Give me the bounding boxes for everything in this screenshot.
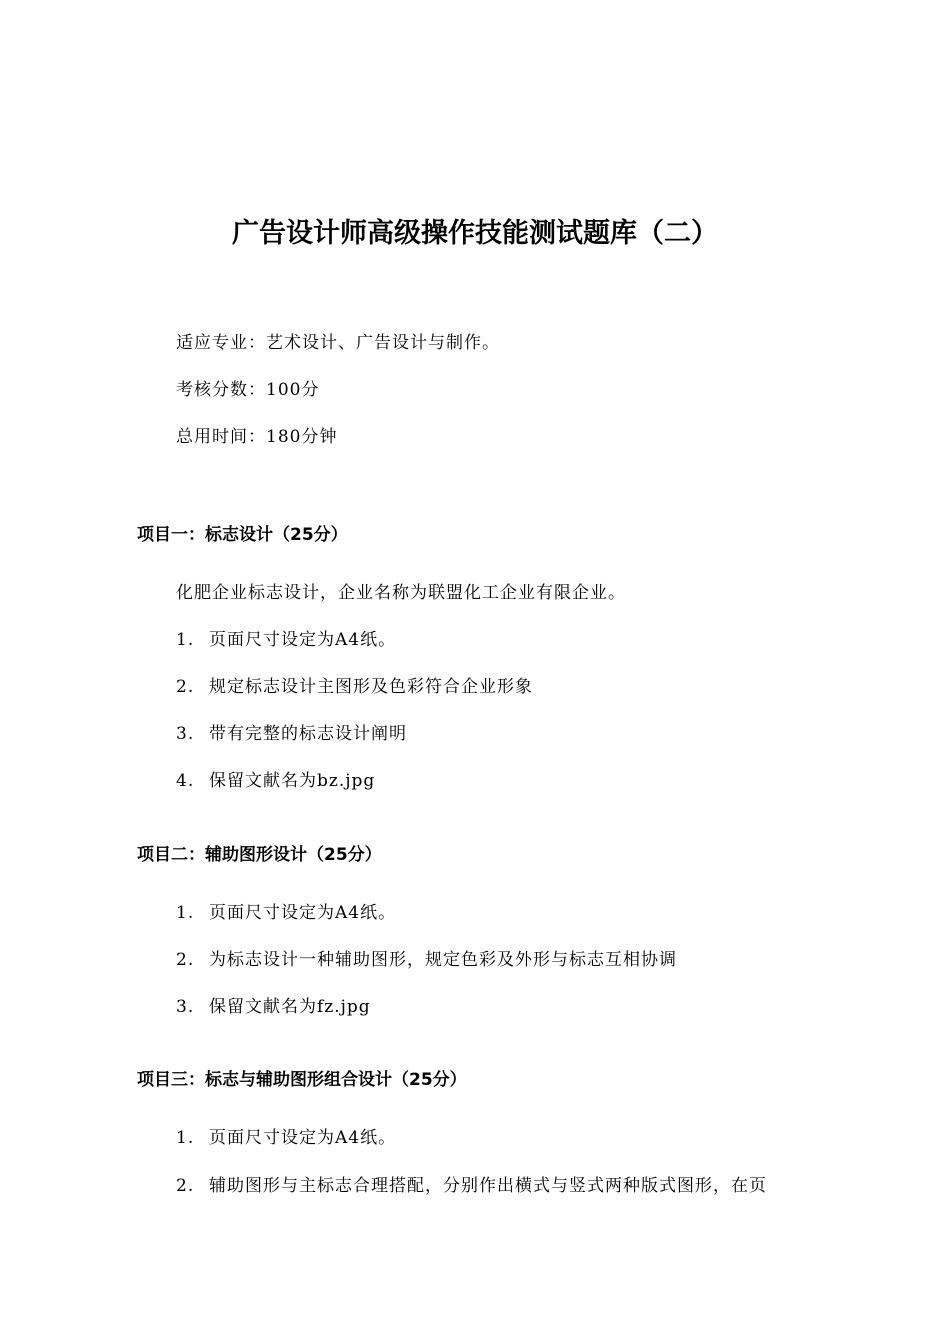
list-item-number: 2. xyxy=(176,950,195,970)
list-item-number: 1. xyxy=(176,1128,195,1148)
meta-major: 适应专业：艺术设计、广告设计与制作。 xyxy=(176,333,500,353)
list-item-text: 保留文献名为fz.jpg xyxy=(209,997,371,1017)
list-item-text: 页面尺寸设定为A4纸。 xyxy=(209,903,397,923)
list-item xyxy=(176,901,396,925)
list-item xyxy=(176,675,533,699)
list-item-text: 辅助图形与主标志合理搭配，分别作出横式与竖式两种版式图形，在页 xyxy=(209,1176,767,1196)
list-item xyxy=(176,1174,767,1198)
document-title: 广告设计师高级操作技能测试题库（二） xyxy=(232,218,718,249)
list-item xyxy=(176,769,375,793)
list-item-text: 带有完整的标志设计阐明 xyxy=(209,724,407,744)
section-heading-2: 项目二：辅助图形设计（25分） xyxy=(137,845,382,865)
list-item xyxy=(176,628,396,652)
list-item-text: 规定标志设计主图形及色彩符合企业形象 xyxy=(209,677,533,697)
list-item-number: 1. xyxy=(176,903,195,923)
list-item-text: 页面尺寸设定为A4纸。 xyxy=(209,630,397,650)
list-item xyxy=(176,1126,396,1150)
list-item-text: 保留文献名为bz.jpg xyxy=(209,771,376,791)
list-item-number: 3. xyxy=(176,997,195,1017)
section-heading-1: 项目一：标志设计（25分） xyxy=(137,525,348,545)
list-item xyxy=(176,995,371,1019)
meta-score: 考核分数：100分 xyxy=(176,380,320,400)
meta-duration: 总用时间：180分钟 xyxy=(176,427,338,447)
section-heading-3: 项目三：标志与辅助图形组合设计（25分） xyxy=(137,1070,467,1090)
section-intro-1: 化肥企业标志设计，企业名称为联盟化工企业有限企业。 xyxy=(176,583,626,603)
list-item-text: 为标志设计一种辅助图形，规定色彩及外形与标志互相协调 xyxy=(209,950,677,970)
list-item-number: 1. xyxy=(176,630,195,650)
list-item xyxy=(176,722,407,746)
list-item-number: 3. xyxy=(176,724,195,744)
list-item xyxy=(176,948,677,972)
list-item-number: 2. xyxy=(176,677,195,697)
list-item-number: 2. xyxy=(176,1176,195,1196)
list-item-text: 页面尺寸设定为A4纸。 xyxy=(209,1128,397,1148)
list-item-number: 4. xyxy=(176,771,195,791)
